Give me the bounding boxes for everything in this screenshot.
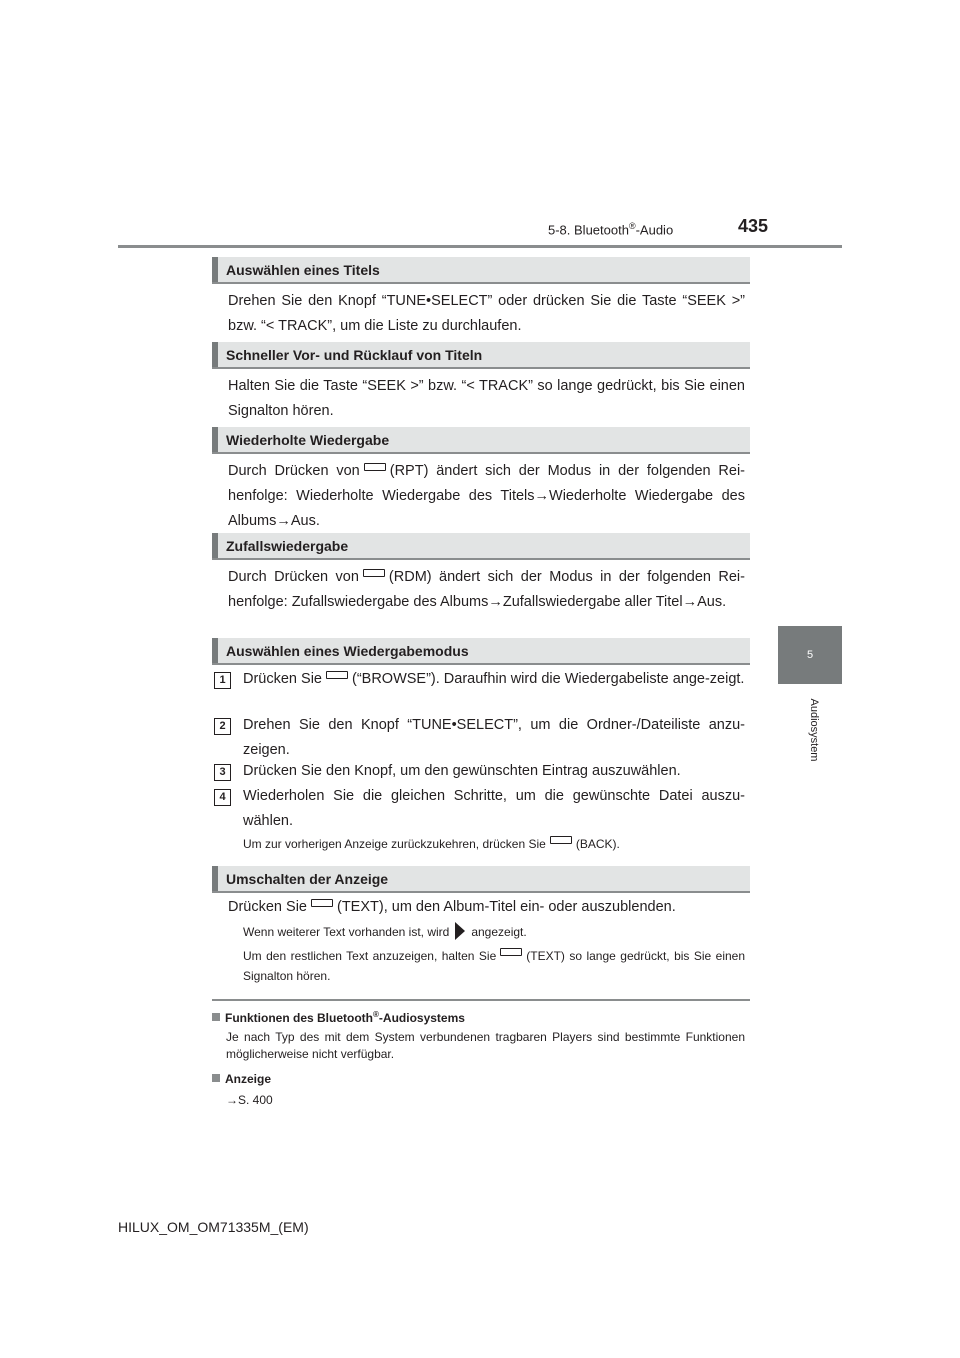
heading-repeat xyxy=(212,427,750,454)
text: (TEXT), um den Album-Titel ein- oder auszublenden. xyxy=(336,899,676,915)
section-title xyxy=(548,221,673,237)
text: Anzeige xyxy=(225,1072,272,1086)
step-text xyxy=(243,667,745,692)
text: Durch Drücken von xyxy=(228,463,360,479)
paragraph-fast-forward: Halten Sie die Taste “SEEK >” bzw. “< TRACK” so lange gedrückt, bis Sie einen Signalton hören. xyxy=(228,378,745,419)
heading-text: Schneller Vor- und Rücklauf von Titeln xyxy=(226,347,483,363)
step-text: Drehen Sie den Knopf “TUNE•SELECT”, um die Ordner-/Dateiliste anzu-zeigen. xyxy=(243,717,745,758)
note-heading-functions xyxy=(212,1010,465,1025)
heading-text: Zufallswiedergabe xyxy=(226,538,349,554)
text: (BACK). xyxy=(575,837,620,851)
paragraph-random xyxy=(228,565,745,615)
step-badge: 3 xyxy=(214,764,231,781)
heading-text: Auswählen eines Titels xyxy=(226,262,380,278)
heading-text: Wiederholte Wiedergabe xyxy=(226,432,390,448)
note-back xyxy=(243,834,745,854)
square-bullet-icon xyxy=(212,1074,220,1082)
step-text: Wiederholen Sie die gleichen Schritte, um die gewünschte Datei auszu-wählen. xyxy=(243,788,745,829)
page-number: 435 xyxy=(738,216,769,236)
text: Wenn weiterer Text vorhanden ist, wird xyxy=(243,925,450,939)
button-icon xyxy=(311,899,333,907)
section-divider xyxy=(212,999,750,1001)
button-icon xyxy=(363,569,385,577)
text: Um den restlichen Text anzuzeigen, halten Sie xyxy=(243,949,497,963)
chapter-tab: 5 xyxy=(778,626,842,684)
text: Um zur vorherigen Anzeige zurückzukehren, drücken Sie xyxy=(243,837,546,851)
text: (RPT) ändert sich der Modus in der folgenden Rei-henfolge: Wiederholte Wiedergabe des Titels→Wiederholte Wiedergabe des Albums→Aus. xyxy=(228,463,746,529)
button-icon xyxy=(326,671,348,679)
note-hold-text xyxy=(243,946,745,986)
text: Durch Drücken von xyxy=(228,569,359,585)
step-badge: 4 xyxy=(214,789,231,806)
heading-switch-display xyxy=(212,866,750,893)
button-icon xyxy=(500,948,522,956)
button-icon xyxy=(364,463,386,471)
note-text-functions: Je nach Typ des mit dem System verbundenen tragbaren Players sind bestimmte Funktionen möglicherweise nicht verfügbar. xyxy=(226,1030,745,1061)
paragraph-switch-display xyxy=(228,895,745,920)
chapter-label: Audiosystem xyxy=(808,698,820,762)
section-title-suffix: -Audio xyxy=(635,222,674,238)
text: Drücken Sie xyxy=(243,671,322,687)
button-icon xyxy=(550,836,572,844)
text: (RDM) ändert sich der Modus in der folgenden Rei-henfolge: Zufallswiedergabe des Albums→Zufallswiedergabe aller Titel→Aus. xyxy=(228,569,745,610)
step-badge: 1 xyxy=(214,672,231,689)
note-more-text xyxy=(243,922,745,942)
text: Drücken Sie xyxy=(228,899,307,915)
text: (“BROWSE”). Daraufhin wird die Wiedergabeliste ange-zeigt. xyxy=(351,671,745,687)
text: Funktionen des Bluetooth xyxy=(225,1011,373,1025)
heading-text: Umschalten der Anzeige xyxy=(226,871,389,887)
step-text: Drücken Sie den Knopf, um den gewünschten Eintrag auszuwählen. xyxy=(243,763,681,779)
note-heading-display xyxy=(212,1072,271,1086)
page-reference: →S. 400 xyxy=(226,1093,273,1107)
heading-random xyxy=(212,533,750,560)
registered-mark: ® xyxy=(373,1010,379,1019)
text: -Audiosystems xyxy=(378,1011,465,1025)
text: (TEXT) so lange gedrückt, bis Sie einen Signalton hören. xyxy=(243,949,746,983)
heading-fast-forward xyxy=(212,342,750,369)
paragraph-select-title: Drehen Sie den Knopf “TUNE•SELECT” oder drücken Sie die Taste “SEEK >” bzw. “< TRACK”, um die Liste zu durchlaufen. xyxy=(228,293,745,334)
arrow-right-icon xyxy=(455,922,465,940)
heading-text: Auswählen eines Wiedergabemodus xyxy=(226,643,469,659)
paragraph-repeat xyxy=(228,459,745,534)
square-bullet-icon xyxy=(212,1013,220,1021)
registered-mark: ® xyxy=(628,221,636,231)
heading-playback-mode xyxy=(212,638,750,665)
document-code: HILUX_OM_OM71335M_(EM) xyxy=(118,1219,309,1235)
header-rule xyxy=(118,245,842,248)
section-title-text: 5-8. Bluetooth xyxy=(548,222,629,238)
heading-select-title xyxy=(212,257,750,284)
step-badge: 2 xyxy=(214,718,231,735)
text: angezeigt. xyxy=(471,925,527,939)
